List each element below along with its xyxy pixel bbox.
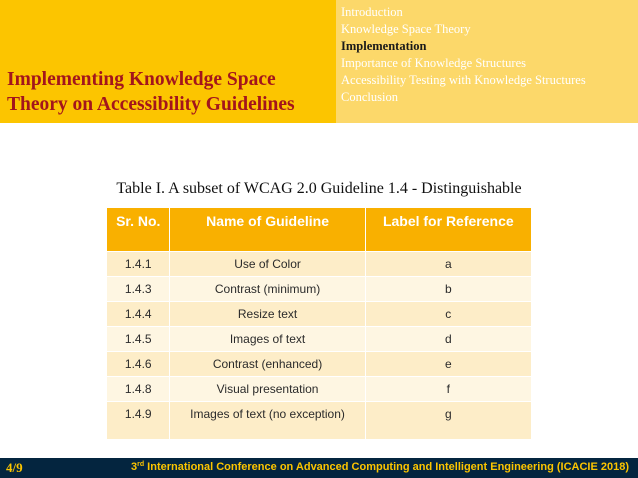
conference-name (131, 461, 629, 473)
table-row (107, 326, 531, 351)
table-cell: Images of text (170, 326, 365, 351)
table-row (107, 301, 531, 326)
page-number: 4/9 (6, 460, 23, 475)
table-caption: Table I. A subset of WCAG 2.0 Guideline 1.4 - Distinguishable (116, 180, 522, 197)
table-cell: f (365, 376, 531, 401)
table-cell: a (365, 251, 531, 276)
table-row (107, 276, 531, 301)
nav-item-importance-of-knowledge-structures[interactable]: Importance of Knowledge Structures (341, 56, 527, 70)
table-cell: 1.4.4 (107, 301, 170, 326)
slide-footer (0, 458, 638, 478)
column-header: Sr. No. (107, 208, 170, 251)
title-panel (0, 0, 336, 123)
table-cell: Visual presentation (170, 376, 365, 401)
slide-header (0, 0, 638, 123)
nav-item-conclusion[interactable]: Conclusion (341, 90, 398, 104)
nav-item-accessibility-testing-with-knowledge-structures[interactable]: Accessibility Testing with Knowledge Structures (341, 73, 586, 87)
nav-item-introduction[interactable]: Introduction (341, 5, 403, 19)
column-header: Name of Guideline (170, 208, 365, 251)
table-cell: Contrast (minimum) (170, 276, 365, 301)
guideline-table (107, 208, 531, 439)
table-cell: Images of text (no exception) (170, 401, 365, 439)
nav-item-implementation[interactable]: Implementation (341, 39, 427, 53)
table-cell: Resize text (170, 301, 365, 326)
table-header-row (107, 208, 531, 251)
table-cell: 1.4.8 (107, 376, 170, 401)
nav-item-knowledge-space-theory[interactable]: Knowledge Space Theory (341, 22, 471, 36)
table-cell: 1.4.6 (107, 351, 170, 376)
table-cell: 1.4.5 (107, 326, 170, 351)
table-cell: 1.4.3 (107, 276, 170, 301)
table-row (107, 351, 531, 376)
section-nav-panel (336, 0, 638, 123)
slide-title: Implementing Knowledge Space Theory on Accessibility Guidelines (7, 69, 295, 115)
table-cell: d (365, 326, 531, 351)
table-cell: b (365, 276, 531, 301)
table-row (107, 401, 531, 439)
conference-title: International Conference on Advanced Computing and Intelligent Engineering (ICACIE 2018) (144, 461, 629, 473)
section-nav (341, 4, 586, 106)
table-cell: e (365, 351, 531, 376)
table-row (107, 376, 531, 401)
table-cell: Use of Color (170, 251, 365, 276)
table-cell: Contrast (enhanced) (170, 351, 365, 376)
conference-ordinal: 3 (131, 461, 138, 473)
table-row (107, 251, 531, 276)
table-cell: 1.4.9 (107, 401, 170, 439)
table-body (107, 251, 531, 439)
table-cell: 1.4.1 (107, 251, 170, 276)
conference-ordinal-suffix: rd (137, 461, 145, 468)
table-cell: g (365, 401, 531, 439)
column-header: Label for Reference (365, 208, 531, 251)
table-cell: c (365, 301, 531, 326)
